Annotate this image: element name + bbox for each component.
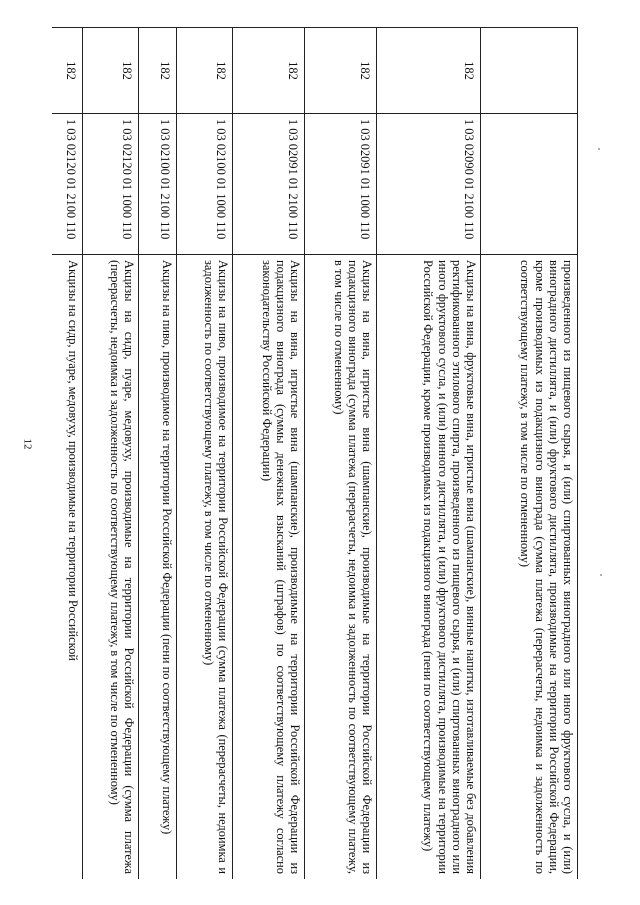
admin-code-cell: 182 bbox=[377, 28, 481, 114]
description-cell: Акцизы на вина, игристые вина (шампанские), производимые на территории Российской Федерации из подакцизного винограда (сумма платежа (перерасчеты, недоимка и задолженность по соответствующему платежу, в том числе по отмененному) bbox=[305, 255, 377, 880]
table-row bbox=[481, 28, 578, 880]
table-row bbox=[233, 28, 305, 880]
admin-code-cell bbox=[481, 28, 578, 114]
description-cell: Акцизы на вина, фруктовые вина, игристые вина (шампанские), винные напитки, изготавливаемые без добавления ректификованного этилового спирта, произведенного из пищевого сырья, и (или) спиртованных виноградного или иного фруктового сусла, и (или) винного дистиллята, и (или) фруктового дистиллята, производимые на территории Российской Федерации, кроме производимых из подакцизного винограда (пени по соответствующему платежу) bbox=[377, 255, 481, 880]
budget-code-cell bbox=[481, 114, 578, 255]
table-row bbox=[305, 28, 377, 880]
budget-code-cell: 1 03 02120 01 2100 110 bbox=[52, 114, 83, 255]
admin-code-cell: 182 bbox=[83, 28, 139, 114]
budget-codes-table bbox=[52, 27, 578, 879]
description-cell: Акцизы на сидр, пуаре, медовуху, производимые на территории Российской Федерации (сумма платежа (перерасчеты, недоимка и задолженность по соответствующему платежу, в том числе по отмененному) bbox=[83, 255, 139, 880]
scan-speck bbox=[598, 148, 600, 150]
admin-code-cell: 182 bbox=[177, 28, 233, 114]
table-row bbox=[52, 28, 83, 880]
description-cell: Акцизы на вина, игристые вина (шампанские), производимые на территории Российской Федерации из подакцизного винограда (суммы денежных взысканий (штрафов) по соответствующему платежу согласно законодательству Российской Федерации) bbox=[233, 255, 305, 880]
table-row bbox=[139, 28, 177, 880]
budget-code-cell: 1 03 02090 01 2100 110 bbox=[377, 114, 481, 255]
description-cell: Акцизы на пиво, производимое на территории Российской Федерации (пени по соответствующему платежу) bbox=[139, 255, 177, 880]
admin-code-cell: 182 bbox=[305, 28, 377, 114]
admin-code-cell: 182 bbox=[139, 28, 177, 114]
rotated-page-content bbox=[52, 27, 578, 879]
admin-code-cell: 182 bbox=[52, 28, 83, 114]
budget-code-cell: 1 03 02100 01 1000 110 bbox=[177, 114, 233, 255]
budget-code-cell: 1 03 02100 01 2100 110 bbox=[139, 114, 177, 255]
table-row bbox=[177, 28, 233, 880]
scan-speck bbox=[600, 574, 602, 576]
budget-code-cell: 1 03 02091 01 2100 110 bbox=[233, 114, 305, 255]
admin-code-cell: 182 bbox=[233, 28, 305, 114]
description-cell: Акцизы на сидр, пуаре, медовуху, производимые на территории Российской bbox=[52, 255, 83, 880]
table-row bbox=[83, 28, 139, 880]
description-cell: Акцизы на пиво, производимое на территории Российской Федерации (сумма платежа (перерасчеты, недоимка и задолженность по соответствующему платежу, в том числе по отмененному) bbox=[177, 255, 233, 880]
table-row bbox=[377, 28, 481, 880]
description-cell: произведенного из пищевого сырья, и (или) спиртованных виноградного или иного фруктового сусла, и (или) виноградного дистиллята, и (или) фруктового дистиллята, производимые на территории Российской Федерации, кроме производимых из подакцизного винограда (сумма платежа (перерасчеты, недоимка и задолженность по соответствующему платежу, в том числе по отмененному) bbox=[481, 255, 578, 880]
page-number: 12 bbox=[21, 438, 34, 450]
budget-code-cell: 1 03 02120 01 1000 110 bbox=[83, 114, 139, 255]
budget-code-cell: 1 03 02091 01 1000 110 bbox=[305, 114, 377, 255]
